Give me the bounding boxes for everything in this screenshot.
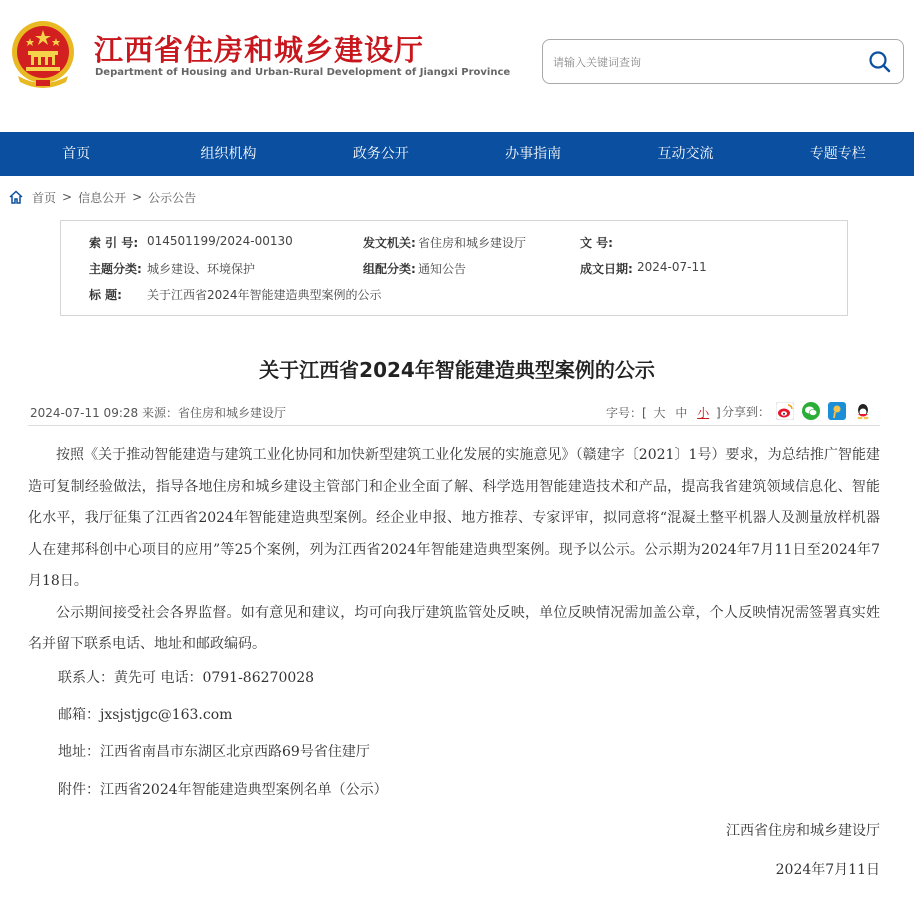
address-line: 地址：江西省南昌市东湖区北京西路69号省住建厅: [58, 744, 370, 760]
nav-item-home[interactable]: 首页: [62, 146, 91, 162]
main-nav: [0, 132, 914, 176]
written-date-value: 2024-07-11: [637, 260, 707, 274]
issuer-value: 省住房和城乡建设厅: [418, 236, 527, 250]
breadcrumb-info-disclosure[interactable]: 信息公开: [78, 190, 127, 205]
attachment-link[interactable]: 附件：江西省2024年智能建造典型案例名单（公示）: [58, 782, 388, 798]
meta-row: [61, 286, 849, 306]
tencent-weibo-icon[interactable]: [828, 402, 846, 420]
nav-item-government-affairs[interactable]: 政务公开: [352, 146, 409, 162]
breadcrumb-separator: >: [62, 190, 73, 204]
doc-title-value: 关于江西省2024年智能建造典型案例的公示: [147, 288, 382, 302]
nav-item-organization[interactable]: 组织机构: [200, 146, 257, 162]
genre-category-value: 通知公告: [418, 262, 467, 276]
genre-category-label: 组配分类:: [363, 262, 416, 276]
site-subtitle: Department of Housing and Urban-Rural Development of Jiangxi Province: [95, 67, 511, 78]
breadcrumb-announcements[interactable]: 公示公告: [148, 190, 197, 205]
site-header: [0, 0, 914, 132]
written-date-label: 成文日期:: [580, 262, 633, 276]
article-info-bar: [28, 402, 880, 426]
article-contact-block: [28, 668, 880, 888]
email-line: 邮箱：jxsjstjgc@163.com: [58, 707, 233, 723]
home-icon: [8, 189, 24, 205]
meta-row: [61, 260, 849, 280]
breadcrumb-home[interactable]: 首页: [32, 190, 57, 205]
national-emblem-icon: [10, 18, 76, 90]
article-paragraph: 按照《关于推动智能建造与建筑工业化协同和加快新型建筑工业化发展的实施意见》（赣建字〔2021〕1号）要求，为总结推广智能建造可复制经验做法，指导各地住房和城乡建设主管部门和企业全面了解、科学选用智能建造技术和产品，提高我省建筑领域信息化、智能化水平，我厅征集了江西省2024年智能建造典型案例。经企业申报、地方推荐、专家评审，拟同意将“混凝土整平机器人及测量放样机器人在建邦科创中心项目的应用”等25个案例，列为江西省2024年智能建造典型案例。现予以公示。公示期为2024年7月11日至2024年7月18日。: [28, 447, 881, 589]
sign-date: 2024年7月11日: [775, 862, 880, 878]
article-paragraph: 公示期间接受社会各界监督。如有意见和建议，均可向我厅建筑监管处反映，单位反映情况需加盖公章，个人反映情况需签署真实姓名并留下联系电话、地址和邮政编码。: [28, 604, 880, 652]
meta-row: [61, 234, 849, 254]
search-icon[interactable]: [867, 49, 893, 75]
font-size-bracket: ]: [716, 406, 721, 420]
font-size-small-button[interactable]: 小: [697, 406, 710, 420]
breadcrumb: [8, 188, 196, 206]
weibo-icon[interactable]: [776, 402, 794, 420]
site-title: 江西省住房和城乡建设厅: [94, 33, 425, 67]
font-size-selector: [606, 404, 721, 421]
topic-category-label: 主题分类:: [89, 262, 142, 276]
nav-item-service-guide[interactable]: 办事指南: [505, 146, 562, 162]
font-size-large-button[interactable]: 大: [653, 406, 666, 420]
share-label: 分享到：: [722, 404, 771, 419]
breadcrumb-separator: >: [132, 190, 143, 204]
qq-icon[interactable]: [854, 402, 872, 420]
nav-item-interaction[interactable]: 互动交流: [657, 146, 714, 162]
index-number-label: 索 引 号:: [89, 236, 139, 250]
signature: 江西省住房和城乡建设厅: [726, 823, 880, 839]
article-body: [28, 440, 880, 661]
search-box: [542, 39, 904, 84]
nav-item-special-topics[interactable]: 专题专栏: [809, 146, 866, 162]
share-bar: [722, 402, 880, 420]
article-title: 关于江西省2024年智能建造典型案例的公示: [259, 358, 655, 382]
issuer-label: 发文机关:: [363, 236, 416, 250]
document-number-label: 文 号:: [580, 236, 613, 250]
wechat-icon[interactable]: [802, 402, 820, 420]
font-size-label: 字号：[: [606, 406, 647, 420]
doc-title-label: 标 题:: [89, 288, 122, 302]
font-size-medium-button[interactable]: 中: [675, 406, 688, 420]
index-number-value: 014501199/2024-00130: [147, 234, 293, 248]
search-input[interactable]: [553, 52, 853, 72]
publish-info: 2024-07-11 09:28 来源：省住房和城乡建设厅: [30, 406, 286, 420]
document-meta-box: [60, 220, 848, 316]
topic-category-value: 城乡建设、环境保护: [147, 262, 256, 276]
contact-line: 联系人：黄先可 电话：0791-86270028: [58, 670, 315, 686]
